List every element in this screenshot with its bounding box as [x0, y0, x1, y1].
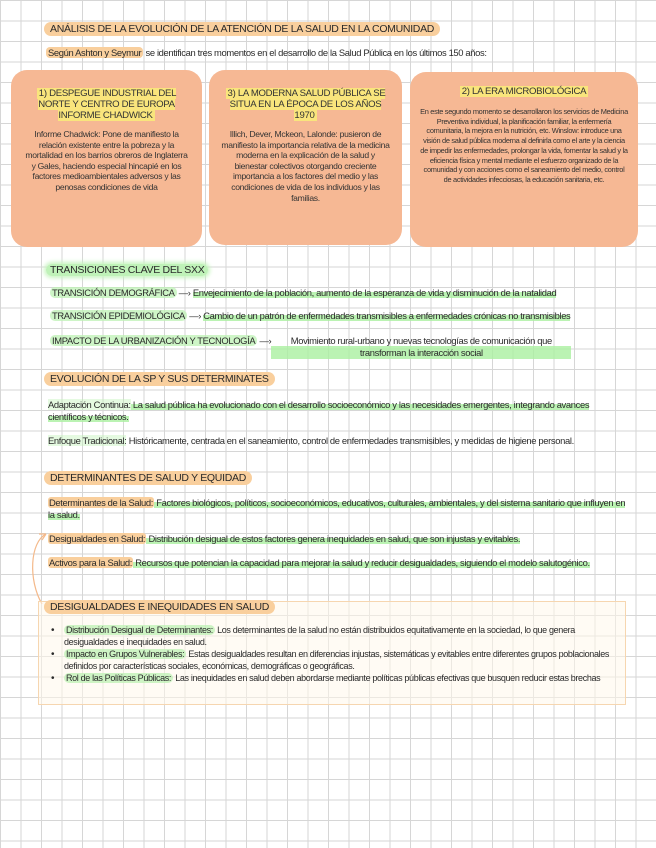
transition-item: TRANSICIÓN EPIDEMIOLÓGICA —› Cambio de un patrón de enfermedades transmisibles a enfermedades crónicas no transmisibles	[52, 310, 571, 321]
intro-line	[46, 47, 487, 59]
page-title-text: ANÁLISIS DE LA EVOLUCIÓN DE LA ATENCIÓN DE LA SALUD EN LA COMUNIDAD	[44, 22, 440, 36]
box-moderna-body: Illich, Dever, Mckeon, Lalonde: pusieron de manifiesto la importancia relativa de la medicina moderna en la explicación de la salud y bienestar colectivos otorgando creciente importancia a los factores del medio y las condiciones de vida de los individuos y las familias.	[221, 129, 390, 203]
list-item: • Impacto en Grupos Vulnerables: Estas desigualdades resultan en diferencias injustas, sistemáticas y evitables entre diferentes grupos poblacionales definidos por características sociales, económicas, demográficas o geográficas.	[50, 649, 615, 672]
determinant-item: Desigualdades en Salud: Distribución desigual de estos factores genera inequidades en salud, que son injustas y evitables.	[49, 533, 521, 544]
box-moderna-title: 3) LA MODERNA SALUD PÚBLICA SE SITUA EN LA ÉPOCA DE LOS AÑOS 1970	[227, 88, 386, 121]
transitions-heading: TRANSICIONES CLAVE DEL SXX	[46, 264, 208, 276]
transition-item: IMPACTO DE LA URBANIZACIÓN Y TECNOLOGÍA —› Movimiento rural-urbano y nuevas tecnologías de comunicación que transforman la interacción social	[50, 335, 610, 359]
page-title	[44, 23, 440, 35]
box-microbiologica-title: 2) LA ERA MICROBIOLÓGICA	[461, 86, 587, 97]
box-moderna	[209, 70, 402, 245]
box-microbiologica	[410, 72, 638, 247]
box-microbiologica-body: En este segundo momento se desarrollaron los servicios de Medicina Preventiva individual, la planificación familiar, la enfermería comunitaria, la mejora en la nutrición, etc. Winslow: introduce una visión de salud pública moderna al definirla como el arte y la ciencia de impedir las enfermedades, prolongar la vida, fomentar la salud y la eficiencia física y mental mediante el esfuerzo organizado de la comunidad y con acciones como el saneamiento del medio, control de actividades infecciosas, la educación sanitaria, etc.	[420, 107, 628, 184]
curved-arrow-icon	[26, 530, 50, 610]
intro-authors: Según Ashton y Seymur	[48, 47, 142, 58]
transition-item: TRANSICIÓN DEMOGRÁFICA —› Envejecimiento de la población, aumento de la esperanza de vida y disminución de la natalidad	[52, 287, 557, 298]
evolution-heading: EVOLUCIÓN DE LA SP Y SUS DETERMINATES	[44, 373, 275, 385]
determinant-item: Determinantes de la Salud: Factores biológicos, políticos, socioeconómicos, educativos, culturales, ambientales, y del sistema sanitario que influyen en la salud.	[48, 497, 626, 520]
evolution-item: Adaptación Continua: La salud pública ha evolucionado con el desarrollo socioeconómico y las necesidades emergentes, integrando avances científicos y técnicos.	[48, 399, 590, 422]
inequalities-heading: DESIGUALDADES E INEQUIDADES EN SALUD	[44, 601, 275, 613]
intro-text: se identifican tres momentos en el desarrollo de la Salud Pública en los últimos 150 años:	[143, 47, 487, 58]
box-chadwick	[11, 70, 202, 247]
determinants-heading: DETERMINANTES DE SALUD Y EQUIDAD	[44, 472, 252, 484]
box-chadwick-title: 1) DESPEGUE INDUSTRIAL DEL NORTE Y CENTRO DE EUROPA INFORME CHADWICK	[38, 88, 177, 121]
box-chadwick-body: Informe Chadwick: Pone de manifiesto la relación existente entre la pobreza y la mortalidad en los barrios obreros de Inglaterra y Gales, haciendo especial hincapié en los factores medioambientales adversos y las penosas condiciones de vida	[25, 129, 188, 192]
list-item: • Rol de las Políticas Públicas: Las inequidades en salud deben abordarse mediante políticas públicas efectivas que busquen reducir estas brechas	[50, 673, 615, 685]
determinant-item: Activos para la Salud: Recursos que potencian la capacidad para mejorar la salud y reducir desigualdades, siguiendo el modelo salutogénico.	[49, 557, 590, 568]
list-item: • Distribución Desigual de Determinantes: Los determinantes de la salud no están distribuidos equitativamente en la sociedad, lo que genera desigualdades e inequidades en salud.	[50, 625, 615, 648]
evolution-item: Enfoque Tradicional: Históricamente, centrada en el saneamiento, control de enfermedades transmisibles, y medidas de higiene personal.	[48, 435, 574, 446]
inequalities-list	[50, 625, 615, 686]
